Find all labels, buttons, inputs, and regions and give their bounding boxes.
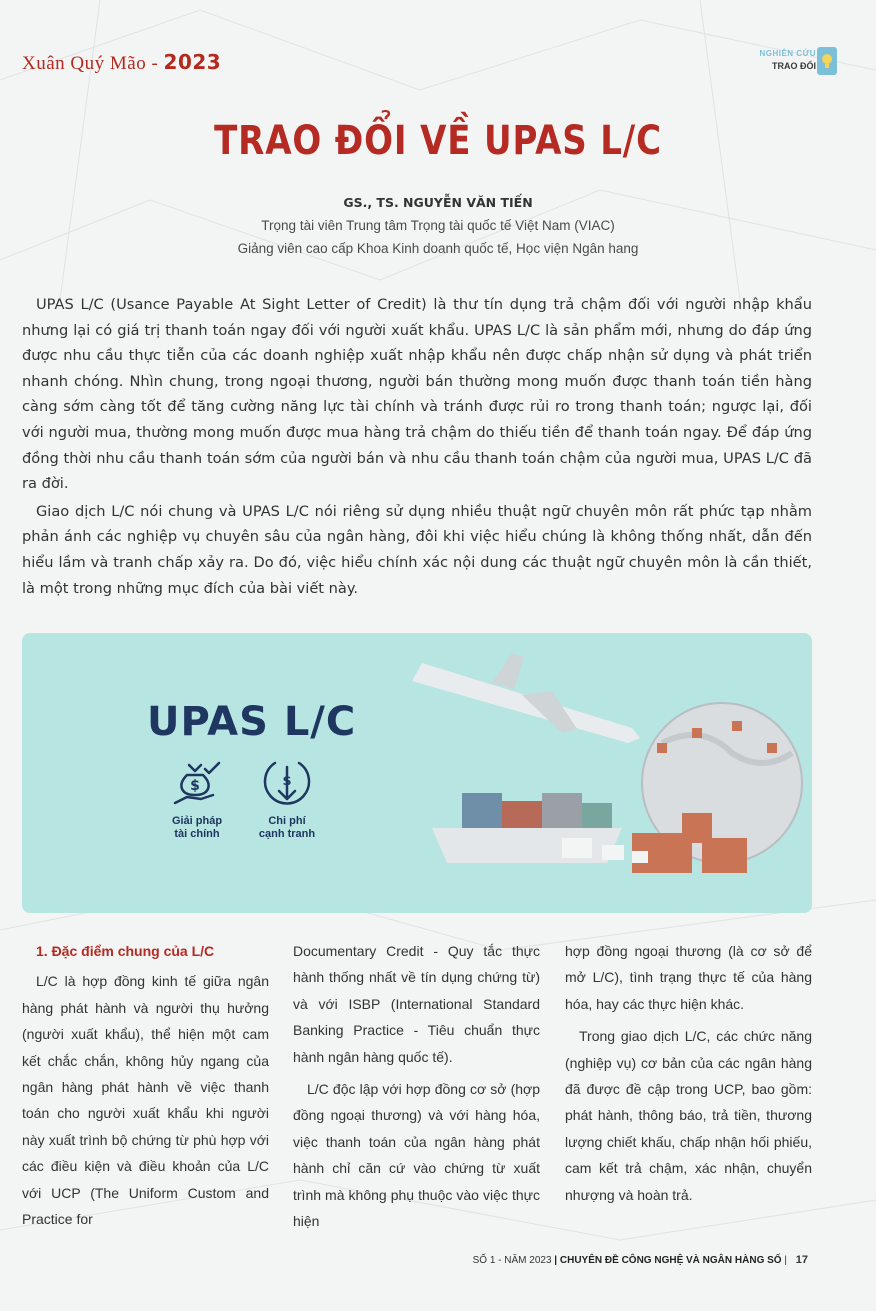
footer-journal: CHUYÊN ĐỀ CÔNG NGHỆ VÀ NGÂN HÀNG SỐ bbox=[559, 1255, 782, 1266]
body-column-1 bbox=[22, 938, 269, 1238]
svg-text:$: $ bbox=[190, 778, 200, 794]
container-ship-illustration bbox=[432, 793, 622, 863]
footer-issue: SỐ 1 - NĂM 2023 bbox=[472, 1255, 552, 1266]
section-label-top: NGHIÊN CỨU bbox=[759, 49, 816, 58]
article-intro bbox=[22, 292, 812, 603]
col2-paragraph-1: Documentary Credit - Quy tắc thực hành thống nhất về tín dụng chứng từ) và với ISBP (International Standard Banking Practice - Tiêu chuẩn thực hành ngân hàng quốc tế). bbox=[293, 943, 540, 1065]
banner-feature-cost bbox=[252, 755, 322, 841]
article-title: TRAO ĐỔI VỀ UPAS L/C bbox=[214, 118, 662, 164]
banner-feature-finance bbox=[162, 755, 232, 841]
article-banner-image bbox=[22, 633, 812, 913]
page-number: 17 bbox=[795, 1254, 808, 1266]
feature-2-line2: cạnh tranh bbox=[258, 828, 316, 840]
col1-paragraph: L/C là hợp đồng kinh tế giữa ngân hàng phát hành và người thụ hưởng (người xuất khẩu), thể hiện một cam kết chắc chắn, không hủy ngang của ngân hàng phát hành về việc thanh toán cho người xuất khẩu khi người này xuất trình bộ chứng từ phù hợp với các điều kiện và điều khoản của L/C với UCP (The Uniform Custom and Practice for bbox=[22, 973, 269, 1228]
author-affiliation-1: Trọng tài viên Trung tâm Trọng tài quốc tế Việt Nam (VIAC) bbox=[261, 218, 615, 233]
magazine-issue-label bbox=[22, 50, 221, 75]
issue-label-text: Xuân Quý Mão - bbox=[22, 53, 164, 74]
feature-1-line2: tài chính bbox=[174, 828, 220, 840]
article-author: GS., TS. NGUYỄN VĂN TIẾN bbox=[343, 195, 533, 210]
author-affiliation-2: Giảng viên cao cấp Khoa Kinh doanh quốc tế, Học viện Ngân hang bbox=[237, 241, 639, 256]
svg-text:$: $ bbox=[282, 774, 292, 789]
col2-paragraph-2: L/C độc lập với hợp đồng cơ sở (hợp đồng ngoại thương) và với hàng hóa, việc thanh toán của ngân hàng phát hành chỉ căn cứ vào chứng từ xuất trình mà không phụ thuộc vào việc thực hiện bbox=[293, 1081, 540, 1230]
footer-separator-2: | bbox=[784, 1255, 787, 1266]
body-column-3 bbox=[565, 938, 812, 1214]
footer-separator: | bbox=[554, 1255, 558, 1266]
section-label bbox=[759, 48, 816, 72]
banner-title: UPAS L/C bbox=[147, 699, 357, 745]
section-heading: 1. Đặc điểm chung của L/C bbox=[36, 943, 215, 959]
page-footer bbox=[473, 1254, 808, 1266]
intro-paragraph-2: Giao dịch L/C nói chung và UPAS L/C nói riêng sử dụng nhiều thuật ngữ chuyên môn rất phức tạp nhằm phản ánh các nghiệp vụ chuyên sâu của ngân hàng, đôi khi việc hiểu chúng là không thống nhất, dẫn đến hiểu lầm và tranh chấp xảy ra. Do đó, việc hiểu chính xác nội dung các thuật ngữ chuyên môn là cần thiết, là một trong những mục đích của bài viết này. bbox=[22, 502, 812, 597]
shipping-scene-illustration bbox=[402, 633, 812, 913]
body-column-2 bbox=[293, 938, 540, 1240]
money-bag-hand-icon bbox=[169, 755, 225, 811]
lightbulb-icon bbox=[816, 46, 838, 76]
feature-1-line1: Giải pháp bbox=[171, 815, 223, 827]
intro-paragraph-1: UPAS L/C (Usance Payable At Sight Letter of Credit) là thư tín dụng trả chậm đối với người nhập khẩu nhưng lại có giá trị thanh toán ngay đối với người xuất khẩu. UPAS L/C là sản phẩm mới, nhưng do đáp ứng được nhu cầu thực tiễn của các doanh nghiệp xuất nhập khẩu nên được chấp nhận sử dụng và phát triển nhanh chóng. Nhìn chung, trong ngoại thương, người bán thường mong muốn được thanh toán tiền hàng càng sớm càng tốt để tăng cường năng lực tài chính và tránh được rủi ro trong thanh toán; ngược lại, đối với người mua, thường mong muốn được mua hàng trả chậm do thiếu tiền để thanh toán ngay. Để đáp ứng đồng thời nhu cầu thanh toán sớm của người bán và nhu cầu thanh toán chậm của người mua, UPAS L/C đã ra đời. bbox=[22, 296, 812, 493]
cost-down-arrow-icon bbox=[259, 755, 315, 811]
col3-paragraph-1: hợp đồng ngoại thương (là cơ sở để mở L/C), tình trạng thực tế của hàng hóa, hay các thực hiện khác. bbox=[565, 943, 812, 1012]
feature-2-line1: Chi phí bbox=[268, 815, 306, 827]
issue-year: 2023 bbox=[163, 50, 222, 74]
airplane-illustration bbox=[412, 653, 640, 743]
section-label-bottom: TRAO ĐỔI bbox=[772, 61, 816, 71]
col3-paragraph-2: Trong giao dịch L/C, các chức năng (nghiệp vụ) cơ bản của các ngân hàng đã được đề cập trong UCP, bao gồm: phát hành, thông báo, trả tiền, thương lượng chiết khấu, chấp nhận hối phiếu, cam kết trả chậm, xác nhận, chuyển nhượng và hoàn trả. bbox=[565, 1028, 812, 1203]
